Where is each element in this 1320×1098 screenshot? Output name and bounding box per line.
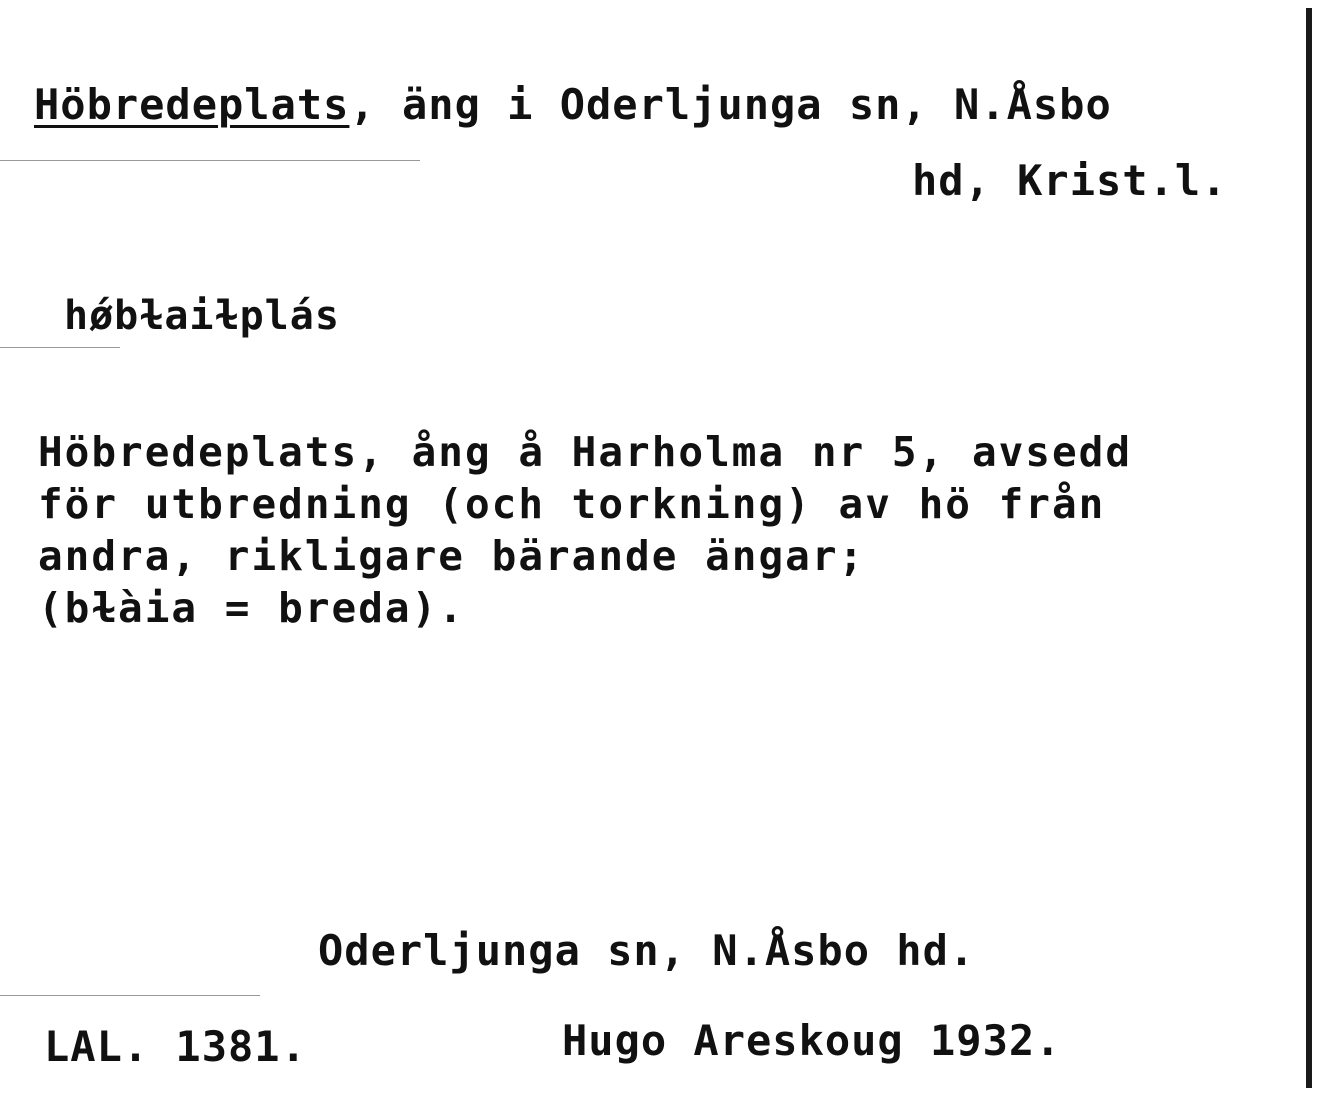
card-edge	[1306, 8, 1312, 1088]
scan-line	[0, 347, 120, 348]
body-line-1: Höbredeplats, ång å Harholma nr 5, avsedd	[38, 428, 1133, 476]
scan-line	[0, 995, 260, 996]
body-line-2: för utbredning (och torkning) av hö från	[38, 480, 1106, 528]
headword: Höbredeplats	[34, 80, 350, 129]
body-line-3: andra, rikligare bärande ängar;	[38, 532, 866, 580]
archive-reference: LAL. 1381.	[44, 1022, 307, 1071]
header-line-1	[34, 80, 1112, 129]
header-rest: , äng i Oderljunga sn, N.Åsbo	[349, 80, 1112, 129]
locality-line: Oderljunga sn, N.Åsbo hd.	[318, 926, 976, 975]
header-line-2: hd, Krist.l.	[912, 156, 1228, 205]
scan-line	[0, 160, 420, 161]
collector-signature: Hugo Areskoug 1932.	[562, 1016, 1062, 1065]
phonetic-transcription: hǿbɫaiɫplás	[64, 293, 340, 339]
body-line-4: (bɫàia = breda).	[38, 584, 465, 632]
